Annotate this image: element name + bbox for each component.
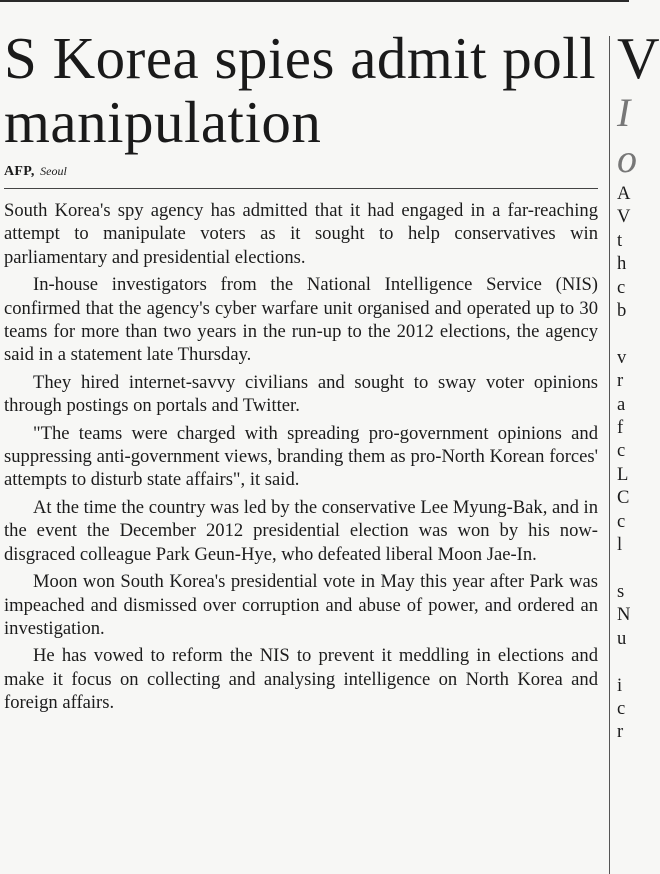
adjacent-text-fragment: A [617,183,631,204]
adjacent-text-fragment: c [617,697,626,719]
adjacent-text-fragment: u [617,627,627,649]
adjacent-text-fragment: c [617,440,626,462]
adjacent-subhead-fragment-1: I [617,90,631,135]
paragraph-5: At the time the country was led by the conservative Lee Myung-Bak, and in the event the December 2012 presidential election was won by his now-disgraced colleague Park Geun-Hye, who defeated liberal Moon Jae-In. [4,496,598,565]
adjacent-text-fragment [617,650,637,673]
adjacent-text-fragments [617,182,637,744]
adjacent-text-fragment: a [617,393,626,415]
adjacent-text-fragment: V [617,206,631,228]
paragraph-7: He has vowed to reform the NIS to prevent it meddling in elections and make it focus on collecting and analysing intelligence on North Korea and foreign affairs. [4,645,598,714]
adjacent-text-fragment: C [617,487,630,509]
paragraph-4: "The teams were charged with spreading pro-government opinions and suppressing anti-government views, branding them as pro-North Korean forces' attempts to disturb state affairs", it said. [4,422,598,491]
byline [4,164,598,189]
paragraph-3: They hired internet-savvy civilians and sought to sway voter opinions through postings on portals and Twitter. [4,371,598,417]
adjacent-text-fragment: i [617,674,623,696]
adjacent-article-fragment [617,6,660,744]
adjacent-text-fragment: r [617,721,624,743]
paragraph-2: In-house investigators from the National Intelligence Service (NIS) confirmed that the agency's cyber warfare unit organised and operated up to 30 teams for more than two years in the run-up to the 2012 elections, the agency said in a statement late Thursday. [4,274,598,366]
news-article [4,6,598,719]
byline-agency: AFP, [4,164,35,179]
adjacent-subhead-fragment-2: o [617,136,637,181]
byline-city: Seoul [40,164,67,178]
adjacent-headline-fragment: V [617,25,660,91]
adjacent-text-fragment: f [617,417,624,439]
paragraph-6: Moon won South Korea's presidential vote in May this year after Park was impeached and dismissed over corruption and abuse of power, and ordered an investigation. [4,571,598,639]
adjacent-text-fragment [617,557,637,580]
adjacent-text-fragment: N [617,604,631,626]
top-rule [0,0,629,2]
adjacent-text-fragment: b [617,300,627,322]
adjacent-text-fragment [617,322,637,345]
adjacent-text-fragment: c [617,510,626,532]
column-divider [609,36,610,874]
adjacent-text-fragment: t [617,229,623,251]
adjacent-text-fragment: l [617,534,623,556]
adjacent-text-fragment: s [617,580,625,602]
adjacent-text-fragment: L [617,463,629,485]
adjacent-text-fragment: c [617,276,626,298]
headline: S Korea spies admit poll manipulation [4,25,597,155]
adjacent-text-fragment: r [617,370,624,392]
adjacent-text-fragment: v [617,346,627,368]
adjacent-text-fragment: h [617,253,627,275]
article-body [4,199,598,715]
paragraph-1: South Korea's spy agency has admitted that it had engaged in a far-reaching attempt to manipulate voters as it sought to help conservatives win parliamentary and presidential elections. [4,200,598,268]
